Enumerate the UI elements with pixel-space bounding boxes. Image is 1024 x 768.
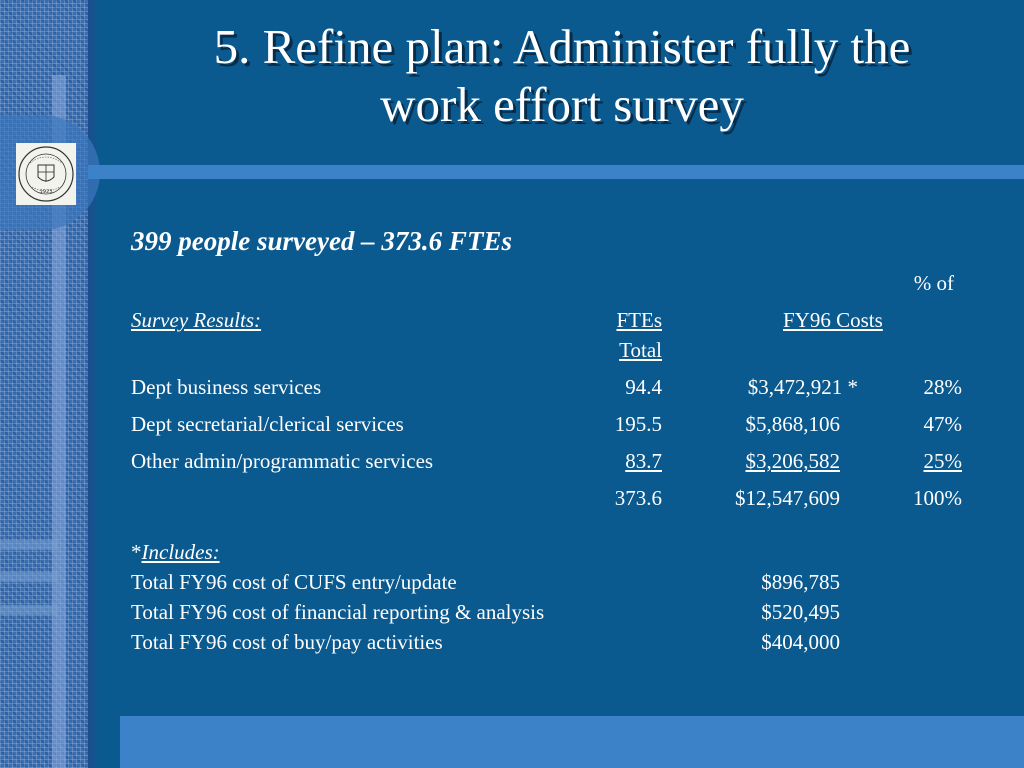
row-ftes: 94.4 <box>625 375 662 399</box>
total-header <box>560 337 662 363</box>
includes-item-label: Total FY96 cost of financial reporting & analysis <box>131 600 545 624</box>
total-pct: 100% <box>913 486 962 510</box>
row-ftes: 195.5 <box>614 412 662 436</box>
slide-title-line-2: work effort survey <box>380 77 744 132</box>
title-divider-bar <box>88 165 1024 179</box>
row-label: Other admin/programmatic services <box>131 449 434 473</box>
university-seal-logo <box>16 143 76 205</box>
side-accent-bar <box>0 605 58 615</box>
ftes-header-text: FTEs <box>616 308 662 332</box>
slide-title-line-1: 5. Refine plan: Administer fully the <box>213 19 911 74</box>
seal-year: 1923 <box>39 189 53 195</box>
includes-item-value: $404,000 <box>761 630 840 654</box>
total-ftes: 373.6 <box>614 486 662 510</box>
fy96-costs-header <box>783 307 883 333</box>
bottom-band <box>120 716 1024 768</box>
survey-summary: 399 people surveyed – 373.6 FTEs <box>131 226 512 256</box>
includes-star: * <box>131 540 142 564</box>
pct-of-header: % of <box>913 271 954 295</box>
includes-item-label: Total FY96 cost of buy/pay activities <box>131 630 443 654</box>
row-pct: 28% <box>923 375 962 399</box>
total-header-text: Total <box>619 338 662 362</box>
row-ftes: 83.7 <box>625 449 662 473</box>
includes-heading <box>131 539 220 565</box>
row-pct: 47% <box>923 412 962 436</box>
row-cost: $3,206,582 <box>745 449 840 473</box>
row-label: Dept secretarial/clerical services <box>131 412 404 436</box>
row-cost: $5,868,106 <box>745 412 840 436</box>
side-accent-bar <box>0 540 58 550</box>
survey-results-header: Survey Results: <box>131 308 262 332</box>
slide-title <box>100 18 1024 134</box>
fy96-costs-header-text: FY96 Costs <box>783 308 883 332</box>
includes-item-label: Total FY96 cost of CUFS entry/update <box>131 570 457 594</box>
row-label: Dept business services <box>131 375 322 399</box>
includes-label: Includes: <box>141 540 220 564</box>
row-pct: 25% <box>923 449 962 473</box>
total-cost: $12,547,609 <box>735 486 840 510</box>
includes-item-value: $520,495 <box>761 600 840 624</box>
side-accent-bar <box>0 572 58 582</box>
includes-item-value: $896,785 <box>761 570 840 594</box>
ftes-header <box>560 307 662 333</box>
side-strip-edge <box>88 0 98 768</box>
row-cost: $3,472,921 * <box>747 375 858 399</box>
